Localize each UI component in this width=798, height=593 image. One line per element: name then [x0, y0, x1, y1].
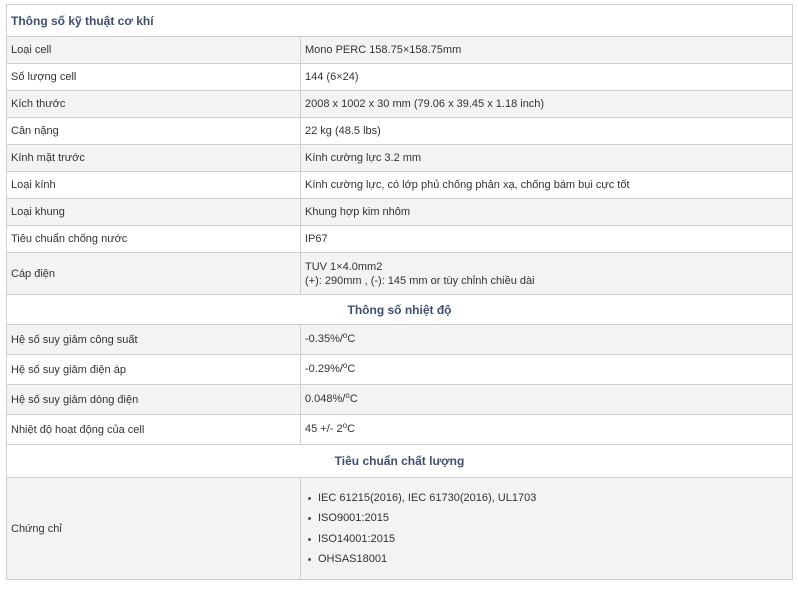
section-header-thermal [7, 295, 793, 325]
list-item: ISO14001:2015 [318, 529, 788, 550]
row-value: Mono PERC 158.75×158.75mm [301, 37, 793, 64]
table-row [7, 478, 793, 580]
degree-symbol: o [342, 361, 348, 370]
section-header-mechanical [7, 5, 793, 37]
row-value: -0.35%/$^o$C [301, 325, 793, 355]
row-value: Khung hợp kim nhôm [301, 199, 793, 226]
row-label: Kính mặt trước [7, 145, 301, 172]
table-row [7, 199, 793, 226]
row-label: Số lượng cell [7, 64, 301, 91]
specification-table [6, 4, 793, 580]
row-value: Kính cường lực 3.2 mm [301, 145, 793, 172]
section-title: Thông số nhiệt độ [7, 295, 793, 325]
table-row [7, 91, 793, 118]
list-item: ISO9001:2015 [318, 508, 788, 529]
certificate-list [305, 488, 788, 570]
row-value: 2008 x 1002 x 30 mm (79.06 x 39.45 x 1.18 inch) [301, 91, 793, 118]
row-label: Tiêu chuẩn chống nước [7, 226, 301, 253]
row-value: 22 kg (48.5 lbs) [301, 118, 793, 145]
row-label: Kích thước [7, 91, 301, 118]
table-row [7, 325, 793, 355]
degree-symbol: o [345, 391, 350, 400]
table-row [7, 226, 793, 253]
row-label: Hệ số suy giảm dòng điện [7, 385, 301, 415]
table-row [7, 37, 793, 64]
degree-symbol: o [342, 331, 348, 340]
row-value: 45 +/- 2$^o$C [301, 415, 793, 445]
table-row [7, 253, 793, 295]
value-line: TUV 1×4.0mm2 [305, 260, 383, 273]
list-item: IEC 61215(2016), IEC 61730(2016), UL1703 [318, 488, 788, 509]
row-label: Cân nặng [7, 118, 301, 145]
row-label: Hệ số suy giảm công suất [7, 325, 301, 355]
section-header-quality [7, 445, 793, 478]
row-label: Cáp điện [7, 253, 301, 295]
row-value: 144 (6×24) [301, 64, 793, 91]
row-value: -0.29%/$^o$C [301, 355, 793, 385]
row-label: Loại kính [7, 172, 301, 199]
row-label: Loại khung [7, 199, 301, 226]
table-row [7, 145, 793, 172]
row-value: 0.048%/$^o$C [301, 385, 793, 415]
row-value [301, 253, 793, 295]
table-row [7, 385, 793, 415]
value-line: (+): 290mm , (-): 145 mm or tùy chỉnh chiều dài [305, 274, 535, 287]
table-row [7, 415, 793, 445]
table-row [7, 172, 793, 199]
row-value: IP67 [301, 226, 793, 253]
degree-symbol: o [342, 421, 348, 430]
list-item: OHSAS18001 [318, 549, 788, 570]
section-title: Tiêu chuẩn chất lượng [7, 445, 793, 478]
row-label: Loại cell [7, 37, 301, 64]
row-label: Hệ số suy giảm điện áp [7, 355, 301, 385]
row-label: Nhiệt độ hoạt động của cell [7, 415, 301, 445]
section-title: Thông số kỹ thuật cơ khí [7, 5, 793, 37]
table-row [7, 355, 793, 385]
row-label: Chứng chỉ [7, 478, 301, 580]
table-row [7, 64, 793, 91]
table-row [7, 118, 793, 145]
row-value: Kính cường lực, có lớp phủ chống phản xạ, chống bám bụi cực tốt [301, 172, 793, 199]
row-value [301, 478, 793, 580]
